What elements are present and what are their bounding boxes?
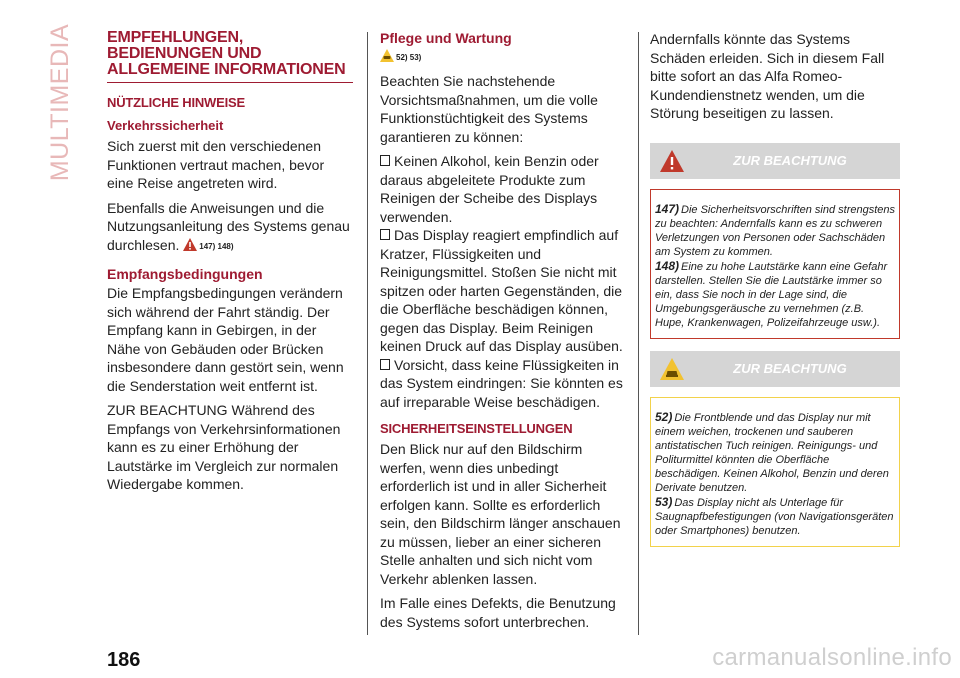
caution-header: ZUR BEACHTUNG [650, 351, 900, 387]
column-divider [638, 32, 639, 635]
column-right [650, 30, 900, 547]
reference-numbers: 147) 148) [199, 241, 234, 251]
column-left [107, 30, 353, 500]
checkbox-bullet-icon [380, 359, 390, 370]
heading-traffic-safety: Verkehrssicherheit [107, 118, 224, 133]
checkbox-bullet-icon [380, 229, 390, 240]
heading-security: SICHERHEITSEINSTELLUNGEN [380, 421, 573, 436]
paragraph: Die Empfangsbedingungen verändern sich während der Fahrt ständig. Der Empfang kann in Gebirgen, in der Nähe von Gebäuden oder Brücken insbesondere dann gestört sein, wenn die Senderstation weit entfernt ist. [107, 285, 344, 394]
heading-hints: NÜTZLICHE HINWEISE [107, 95, 245, 110]
list-item: Das Display reagiert empfindlich auf Kratzer, Flüssigkeiten und Reinigungsmittel. Stoßen Sie nicht mit spitzen oder harten Gegenständen, die die Oberfläche beschädigen können, gegen das Display. Beim Reinigen keinen Druck auf das Display ausüben. [380, 227, 623, 354]
paragraph: Sich zuerst mit den verschiedenen Funktionen vertraut machen, bevor eine Reise angetreten wird. [107, 138, 325, 191]
car-caution-icon [660, 358, 684, 380]
warning-header: ZUR BEACHTUNG [650, 143, 900, 179]
page-number: 186 [107, 649, 141, 671]
paragraph: Beachten Sie nachstehende Vorsichtsmaßnahmen, um die volle Funktionstüchtigkeit des Systems garantieren zu können: [380, 73, 598, 145]
paragraph: ZUR BEACHTUNG Während des Empfangs von Verkehrsinformationen kann es zu einer Erhöhung der Lautstärke im Vergleich zur normalen Wiedergabe kommen. [107, 402, 341, 492]
caution-note: 53) Das Display nicht als Unterlage für Saugnapfbefestigungen (von Navigationsgeräten oder Smartphones) benutzen. [655, 494, 894, 537]
paragraph: Andernfalls könnte das Systems Schäden erleiden. Sich in diesem Fall bitte sofort an das Alfa Romeo-Kundendienstnetz wenden, um die Störung beseitigen zu lassen. [650, 31, 885, 121]
column-middle [380, 30, 628, 637]
list-item: Keinen Alkohol, kein Benzin oder daraus abgeleitete Produkte zum Reinigen der Scheibe des Displays verwenden. [380, 153, 599, 225]
caution-box [650, 397, 900, 547]
car-caution-icon [380, 49, 394, 62]
warning-note: 148) Eine zu hohe Lautstärke kann eine Gefahr darstellen. Stellen Sie die Lautstärke immer so ein, dass Sie noch in der Lage sind, die Umgebungsgeräusche zu vernehmen (z.B. Hupe, Krankenwagen, Polizeifahrzeuge usw.). [655, 258, 888, 329]
heading-reception: Empfangsbedingungen [107, 266, 263, 282]
main-title: EMPFEHLUNGEN, BEDIENUNGEN UND ALLGEMEINE INFORMATIONEN [107, 30, 353, 83]
column-divider [367, 32, 368, 635]
caution-note: 52) Die Frontblende und das Display nur mit einem weichen, trockenen und sauberen antistatischen Tuch reinigen. Reinigungs- und Politurmittel könnten die Oberfläche beschädigen. Keinen Alkohol, Benzin und deren Derivate benutzen. [655, 409, 889, 494]
paragraph: Den Blick nur auf den Bildschirm werfen, wenn dies unbedingt erforderlich ist und in aller Sicherheit erfolgen kann. Sollte es erforderlich sein, den Bildschirm länger anschauen zu müssen, lieber an einer sicheren Stelle anhalten und sich nicht vom Verkehr ablenken lassen. [380, 441, 621, 587]
care-reference: 52) 53) [380, 48, 628, 66]
warning-box [650, 189, 900, 339]
watermark: carmanualsonline.info [712, 644, 952, 671]
heading-care: Pflege und Wartung [380, 30, 512, 46]
paragraph: Ebenfalls die Anweisungen und die Nutzungsanleitung des Systems genau durchlesen. 147) 148) [107, 199, 350, 253]
warning-triangle-icon [660, 150, 684, 172]
warning-note: 147) Die Sicherheitsvorschriften sind strengstens zu beachten: Andernfalls kann es zu schweren Verletzungen von Personen oder Sachschäden am System zu kommen. [655, 201, 896, 258]
section-side-label: MULTIMEDIA [46, 23, 75, 181]
checkbox-bullet-icon [380, 155, 390, 166]
warning-triangle-icon [183, 238, 197, 251]
paragraph: Im Falle eines Defekts, die Benutzung des Systems sofort unterbrechen. [380, 595, 616, 630]
list-item: Vorsicht, dass keine Flüssigkeiten in das System eindringen: Sie könnten es auf irreparable Weise beschädigen. [380, 356, 623, 410]
